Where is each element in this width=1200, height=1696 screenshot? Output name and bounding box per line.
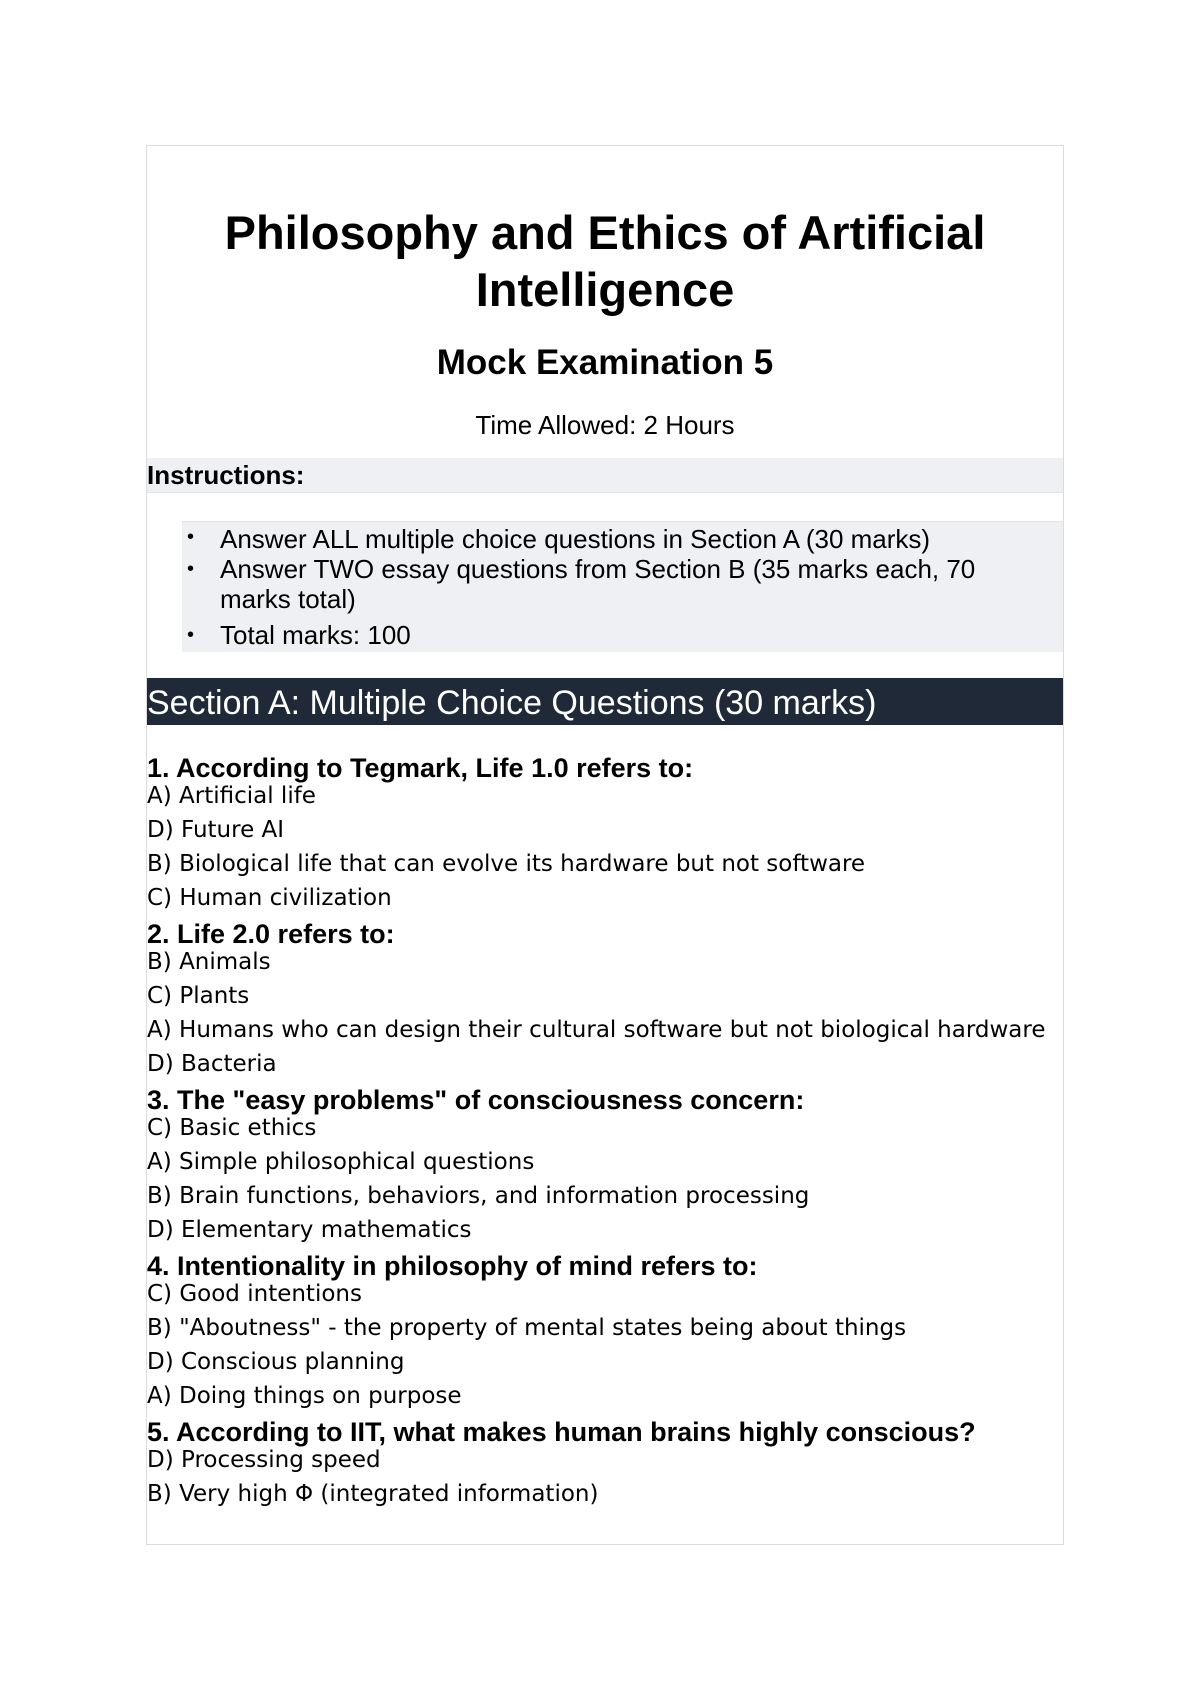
question-stem: 5. According to IIT, what makes human brains highly conscious? <box>147 1417 976 1447</box>
section-a-heading: Section A: Multiple Choice Questions (30 marks) <box>147 678 1063 725</box>
instructions-list <box>182 522 1063 652</box>
answer-option: A) Simple philosophical questions <box>147 1149 535 1175</box>
answer-option: D) Future AI <box>147 817 285 843</box>
question-stem: 2. Life 2.0 refers to: <box>147 919 395 949</box>
answer-option: A) Doing things on purpose <box>147 1383 462 1409</box>
answer-option: A) Artificial life <box>147 783 316 809</box>
question-4 <box>147 1251 1063 1410</box>
answer-option: C) Good intentions <box>147 1281 362 1307</box>
instructions-heading: Instructions: <box>147 458 1063 493</box>
answer-option: D) Bacteria <box>147 1051 277 1077</box>
answer-option: D) Conscious planning <box>147 1349 405 1375</box>
answer-option: B) Animals <box>147 949 271 975</box>
bullet-icon: • <box>187 526 195 548</box>
question-2 <box>147 919 1063 1078</box>
instruction-item <box>187 522 1033 554</box>
answer-option: D) Elementary mathematics <box>147 1217 472 1243</box>
bullet-icon: • <box>187 624 195 646</box>
question-3 <box>147 1085 1063 1244</box>
instruction-item <box>187 620 1033 652</box>
answer-option: C) Basic ethics <box>147 1115 317 1141</box>
question-5 <box>147 1417 1063 1508</box>
document-page <box>146 145 1064 1545</box>
answer-option: B) "Aboutness" - the property of mental states being about things <box>147 1315 907 1341</box>
instruction-item <box>187 554 1033 614</box>
instruction-text: Total marks: 100 <box>220 620 411 650</box>
question-stem: 4. Intentionality in philosophy of mind refers to: <box>147 1251 758 1281</box>
question-1 <box>147 753 1063 912</box>
question-stem: 1. According to Tegmark, Life 1.0 refers to: <box>147 753 694 783</box>
instruction-text: Answer TWO essay questions from Section B (35 marks each, 70 marks total) <box>220 554 976 614</box>
page-title: Philosophy and Ethics of Artificial Intelligence <box>224 206 986 316</box>
answer-option: C) Human civilization <box>147 885 392 911</box>
title-block <box>147 146 1063 440</box>
question-list <box>147 753 1063 1508</box>
instruction-text: Answer ALL multiple choice questions in Section A (30 marks) <box>220 524 931 554</box>
exam-subtitle: Mock Examination 5 <box>436 343 774 382</box>
answer-option: D) Processing speed <box>147 1447 381 1473</box>
answer-option: B) Very high Φ (integrated information) <box>147 1481 599 1507</box>
answer-option: C) Plants <box>147 983 250 1009</box>
bullet-icon: • <box>187 558 195 580</box>
instructions-spacer <box>182 493 1063 522</box>
answer-option: A) Humans who can design their cultural software but not biological hardware <box>147 1017 1046 1043</box>
time-allowed: Time Allowed: 2 Hours <box>475 410 735 440</box>
answer-option: B) Biological life that can evolve its hardware but not software <box>147 851 866 877</box>
answer-option: B) Brain functions, behaviors, and information processing <box>147 1183 810 1209</box>
question-stem: 3. The "easy problems" of consciousness concern: <box>147 1085 805 1115</box>
